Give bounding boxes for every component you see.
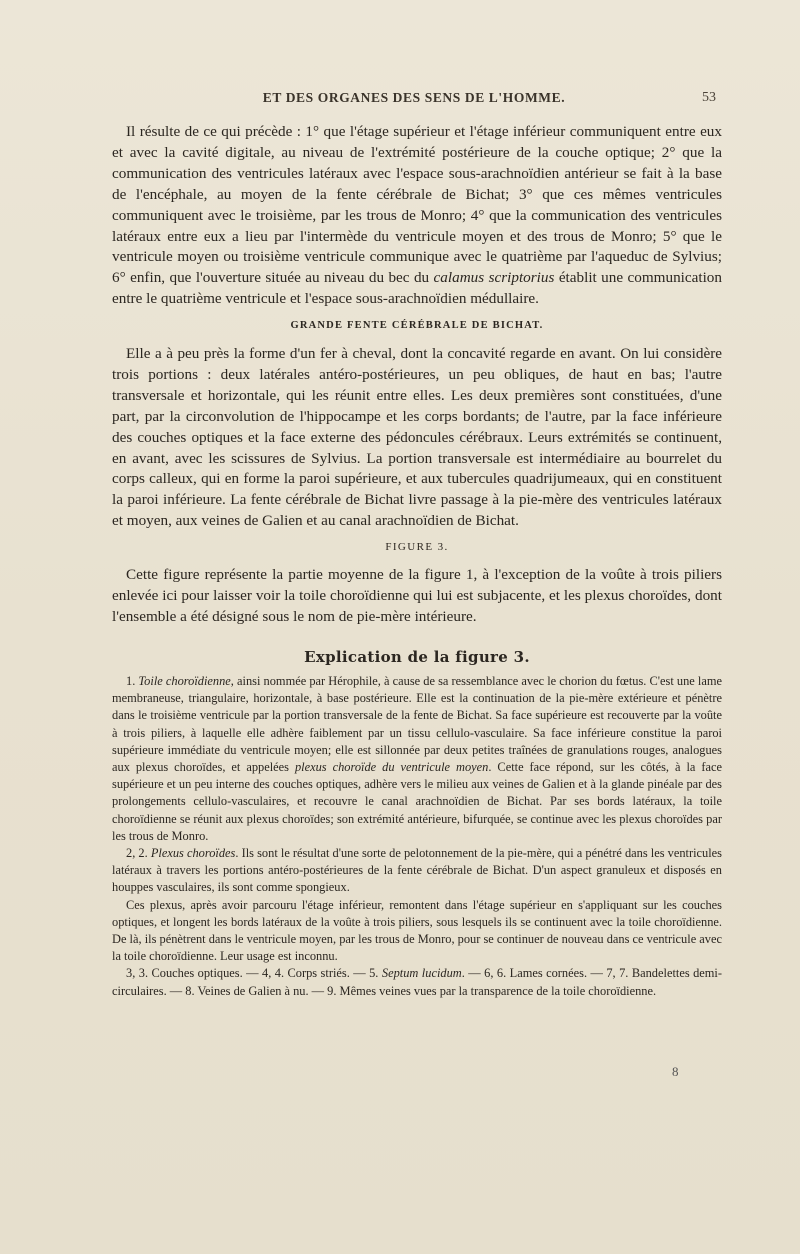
- item3-text-b: . — 6, 6. Lames cornées. — 7, 7. Bandelettes demi-circulaires. — 8. Veines de Galien à nu. — 9. Mêmes veines vues par la transparence de la toile choroïdienne.: [112, 966, 723, 998]
- explanation-block: [112, 673, 722, 1000]
- explanation-item-2: [112, 845, 722, 897]
- item1-term: Toile choroïdienne: [138, 674, 231, 688]
- explanation-item-2-continued: Ces plexus, après avoir parcouru l'étage inférieur, remontent dans l'étage supérieur en s'appliquant sur les couches optiques, et longent les bords latéraux de la voûte à trois piliers, sous lesquels ils se continuent avec la toile choroïdienne. De là, ils pénètrent dans le ventricule moyen, par les trous de Monro, pour se continuer de nouveau dans ce ventricule avec la toile choroïdienne. Leur usage est inconnu.: [112, 897, 722, 964]
- page-header: [112, 90, 716, 110]
- figure-paragraph: Cette figure représente la partie moyenne de la figure 1, à l'exception de la voûte à trois piliers enlevée ici pour laisser voir la toile choroïdienne qui lui est subjacente, et les plexus choroïdes, dont l'ensemble a été désigné sous le nom de pie-mère intérieure.: [112, 566, 722, 625]
- explanation-item-3: [112, 965, 722, 999]
- item1-text-a: , ainsi nommée par Hérophile, à cause de sa ressemblance avec le chorion du fœtus. C'est une lame membraneuse, triangulaire, horizontale, à base postérieure. Elle est la continuation de la pie-mère extérieure et pénètre dans le troisième ventricule par la portion transversale de la fente de Bichat. Sa face supérieure est recouverte par la voûte à trois piliers, à laquelle elle adhère faiblement par un tissu cellulo-vasculaire. Sa face inférieure constitue la paroi supérieure immédiate du ventricule moyen; elle est sillonnée par deux petites traînées de granulations rouges, analogues aux plexus choroïdes, et appelées: [112, 674, 722, 775]
- signature-mark: 8: [672, 1064, 679, 1079]
- explanation-title: Explication de la figure 3.: [304, 648, 530, 666]
- item2-text-a: . Ils sont le résultat d'une sorte de pelotonnement de la pie-mère, qui a pénétré dans les ventricules latéraux à travers les portions antéro-postérieures de la fente cérébrale de Bichat. D'un aspect granuleux et disposés en houppes vasculaires, ils sont comme spongieux.: [112, 846, 723, 895]
- running-title: ET DES ORGANES DES SENS DE L'HOMME.: [262, 90, 566, 105]
- item1-number: 1.: [126, 674, 139, 688]
- section-block: [112, 344, 722, 532]
- item1-term-2: plexus choroïde du ventricule moyen: [294, 760, 489, 775]
- item2-number: 2, 2.: [126, 846, 151, 861]
- section-paragraph: Elle a à peu près la forme d'un fer à cheval, dont la concavité regarde en avant. On lui considère trois portions : deux latérales antéro-postérieures, un peu obliques, de haut en bas; l'autre transversale et horizontale, qui les réunit entre elles. Les deux premières sont constituées, d'une part, par la circonvolution de l'hippocampe et les corps bordants; de l'autre, par la face inférieure des couches optiques et la face externe des pédoncules cérébraux. Leurs extrémités se continuent, en avant, avec les scissures de Sylvius. La portion transversale est intermédiaire au bourrelet du corps calleux, qui en forme la paroi supérieure, et aux tubercules quadrijumeaux, qui en constituent la paroi inférieure. La fente cérébrale de Bichat livre passage à la pie-mère des ventricules latéraux et moyen, aux veines de Galien et au canal arachnoïdien de Bichat.: [112, 345, 722, 530]
- figure-title: FIGURE 3.: [385, 541, 449, 553]
- intro-text: Il résulte de ce qui précède : 1° que l'étage supérieur et l'étage inférieur communiquent entre eux et avec la cavité digitale, au niveau de l'extrémité postérieure de la couche optique; 2° que la communication des ventricules latéraux avec l'espace sous-arachnoïdien antérieur se fait à la base de l'encéphale, au moyen de la fente cérébrale de Bichat; 3° que ces mêmes ventricules communiquent avec le troisième, par les trous de Monro; 4° que la communication des ventricules latéraux entre eux a lieu par l'intermède du ventricule moyen et des trous de Monro; 5° que le ventricule moyen ou troisième ventricule communique avec le quatrième par l'aqueduc de Sylvius; 6° enfin, que l'ouverture située au niveau du bec du: [112, 123, 722, 287]
- figure-block: [112, 565, 722, 628]
- page-number: 53: [702, 90, 716, 105]
- section-title: GRANDE FENTE CÉRÉBRALE DE BICHAT.: [290, 320, 544, 331]
- intro-block: [112, 122, 722, 310]
- item2-term: Plexus choroïdes: [150, 846, 236, 861]
- item3-term: Septum lucidum: [381, 966, 462, 981]
- item3-text-a: 3, 3. Couches optiques. — 4, 4. Corps striés. — 5.: [126, 966, 382, 981]
- intro-italic: calamus scriptorius: [433, 269, 555, 287]
- intro-paragraph: [112, 122, 722, 310]
- explanation-item-1: [112, 673, 722, 845]
- item1-text-b: . Cette face répond, sur les côtés, à la face supérieure et un peu interne des couches optiques, adhère vers le milieu aux veines de Galien et à la glande pinéale par des prolongements cellulo-vasculaires, et recouvre le canal arachnoïdien de Bichat. Par ses bords latéraux, la toile choroïdienne se réunit aux plexus choroïdes; son extrémité antérieure, bifurquée, se continue avec les plexus choroïdes par les trous de Monro.: [112, 760, 722, 843]
- intro-text-end: établit une communication entre le quatrième ventricule et l'espace sous-arachnoïdien médullaire.: [112, 269, 722, 308]
